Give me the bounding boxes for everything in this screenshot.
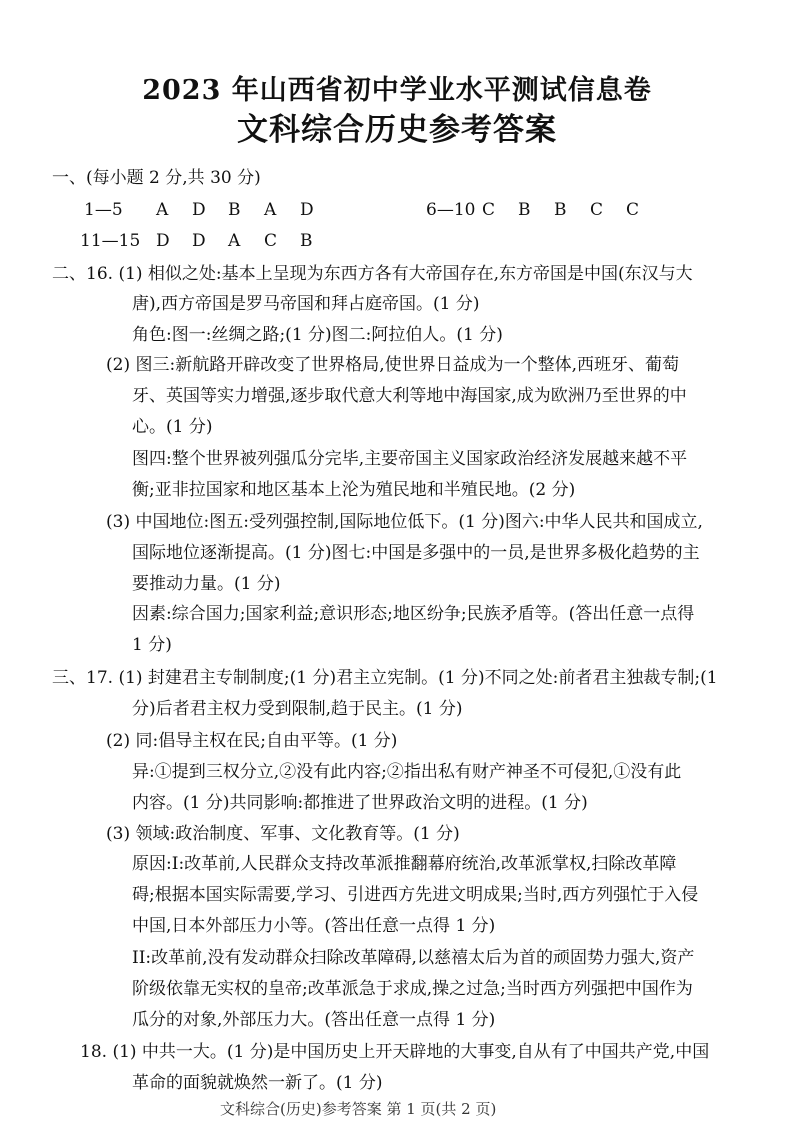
answer-item: B <box>228 200 241 220</box>
answer-line: 中国,日本外部压力小等。(答出任意一点得 1 分) <box>132 916 496 936</box>
answer-line: 因素:综合国力;国家利益;意识形态;地区纷争;民族矛盾等。(答出任意一点得 <box>132 604 695 624</box>
answer-line: (3) 中国地位:图五:受列强控制,国际地位低下。(1 分)图六:中华人民共和国成立, <box>106 512 703 532</box>
answer-line: 牙、英国等实力增强,逐步取代意大利等地中海国家,成为欧洲乃至世界的中 <box>132 386 687 406</box>
answer-line: (2) 图三:新航路开辟改变了世界格局,使世界日益成为一个整体,西班牙、葡萄 <box>106 355 680 375</box>
answer-line: 瓜分的对象,外部压力大。(答出任意一点得 1 分) <box>132 1010 496 1030</box>
answer-line: 内容。(1 分)共同影响:都推进了世界政治文明的进程。(1 分) <box>132 793 588 813</box>
answer-item: A <box>228 231 241 251</box>
answer-item: D <box>156 231 170 251</box>
answer-line: 阶级依靠无实权的皇帝;改革派急于求成,操之过急;当时西方列强把中国作为 <box>132 979 693 999</box>
answer-line: 原因:I:改革前,人民群众支持改革派推翻幕府统治,改革派掌权,扫除改革障 <box>132 854 677 874</box>
answer-line: (2) 同:倡导主权在民;自由平等。(1 分) <box>106 731 398 751</box>
answer-line: II:改革前,没有发动群众扫除改革障碍,以慈禧太后为首的顽固势力强大,资产 <box>132 948 695 968</box>
answer-line: 异:①提到三权分立,②没有此内容;②指出私有财产神圣不可侵犯,①没有此 <box>132 762 682 782</box>
section1-header: 一、(每小题 2 分,共 30 分) <box>52 168 261 188</box>
answer-item: A <box>156 200 169 220</box>
answer-item: C <box>264 231 278 251</box>
answer-item: D <box>192 200 206 220</box>
answer-row-1-5 <box>84 198 336 222</box>
answer-line: 1 分) <box>132 635 172 655</box>
answer-range-label: 11—15 <box>80 231 141 251</box>
answer-item: C <box>626 200 640 220</box>
answer-line: 衡;亚非拉国家和地区基本上沦为殖民地和半殖民地。(2 分) <box>132 480 576 500</box>
answer-range-label: 6—10 <box>426 200 476 220</box>
answer-item: B <box>554 200 567 220</box>
answer-item: A <box>264 200 277 220</box>
page-footer: 文科综合(历史)参考答案 第 1 页(共 2 页) <box>220 1100 497 1118</box>
answer-line: 心。(1 分) <box>132 417 213 437</box>
answer-line: 18. (1) 中共一大。(1 分)是中国历史上开天辟地的大事变,自从有了中国共产党,中国 <box>80 1042 710 1062</box>
answer-range-label: 1—5 <box>84 200 123 220</box>
answer-line: 图四:整个世界被列强瓜分完毕,主要帝国主义国家政治经济发展越来越不平 <box>132 449 688 469</box>
answer-line: 要推动力量。(1 分) <box>132 574 281 594</box>
answer-line: 唐),西方帝国是罗马帝国和拜占庭帝国。(1 分) <box>132 294 480 314</box>
answer-item: D <box>192 231 206 251</box>
answer-line: 碍;根据本国实际需要,学习、引进西方先进文明成果;当时,西方列强忙于入侵 <box>132 885 699 905</box>
answer-line: 二、16. (1) 相似之处:基本上呈现为东西方各有大帝国存在,东方帝国是中国(东汉与大 <box>52 264 693 284</box>
answer-row-11-15 <box>80 229 336 253</box>
answer-item: B <box>300 231 313 251</box>
answer-line: 革命的面貌就焕然一新了。(1 分) <box>132 1073 383 1093</box>
exam-title: 2023 年山西省初中学业水平测试信息卷 <box>142 75 652 106</box>
answer-line: 三、17. (1) 封建君主专制制度;(1 分)君主立宪制。(1 分)不同之处:前者君主独裁专制;(1 <box>52 668 718 688</box>
answer-item: D <box>300 200 314 220</box>
answer-line: 角色:图一:丝绸之路;(1 分)图二:阿拉伯人。(1 分) <box>132 325 503 345</box>
answer-line: 国际地位逐渐提高。(1 分)图七:中国是多强中的一员,是世界多极化趋势的主 <box>132 543 700 563</box>
answer-row-6-10 <box>426 198 662 222</box>
answer-line: 分)后者君主权力受到限制,趋于民主。(1 分) <box>132 699 463 719</box>
answer-item: B <box>518 200 531 220</box>
answer-item: C <box>590 200 604 220</box>
answer-key-title: 文科综合历史参考答案 <box>237 112 557 148</box>
answer-line: (3) 领域:政治制度、军事、文化教育等。(1 分) <box>106 824 460 844</box>
answer-item: C <box>482 200 496 220</box>
